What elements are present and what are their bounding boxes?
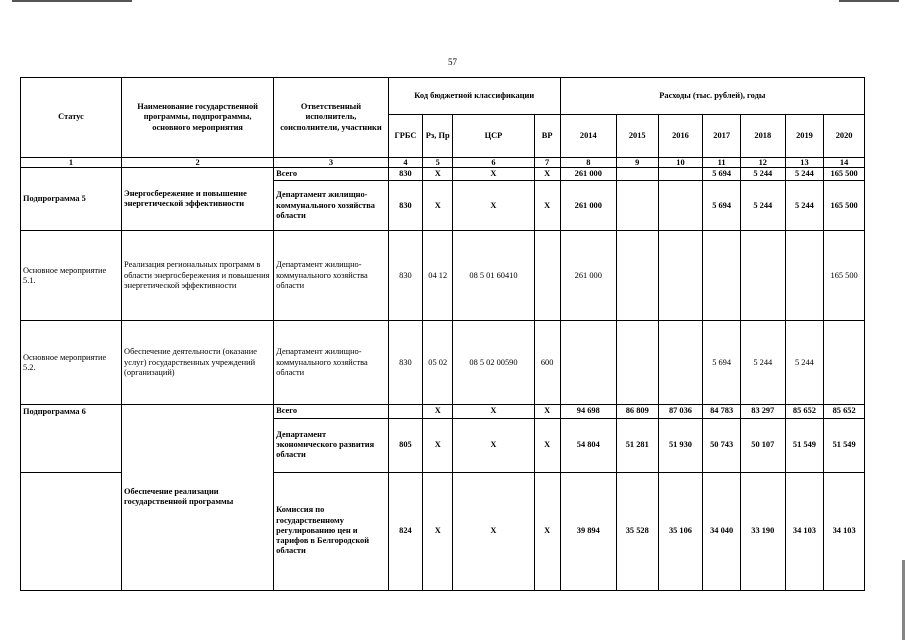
- cell-2020: 51 549: [824, 418, 865, 472]
- cell-2020: 165 500: [824, 168, 865, 181]
- header-grbs: ГРБС: [388, 115, 422, 158]
- header-responsible: Ответственный исполнитель, соисполнители, участники: [274, 78, 389, 158]
- row-responsible: Департамент экономического развития области: [274, 418, 389, 472]
- row-name: Обеспечение деятельности (оказание услуг) государственных учреждений (организаций): [122, 321, 274, 405]
- header-year: 2017: [703, 115, 741, 158]
- header-vr: ВР: [534, 115, 560, 158]
- cell-2016: 87 036: [658, 405, 703, 418]
- cell-rz-pr: Х: [423, 168, 453, 181]
- cell-2019: 34 103: [785, 472, 824, 590]
- row-status: Основное мероприятие 5.2.: [21, 321, 122, 405]
- row-responsible: Всего: [274, 168, 389, 181]
- cell-2018: 5 244: [740, 181, 785, 231]
- cell-csr: 08 5 02 00590: [453, 321, 534, 405]
- table-row: [21, 405, 865, 418]
- row-responsible: Департамент жилищно-коммунального хозяйства области: [274, 231, 389, 321]
- cell-2014: 94 698: [560, 405, 616, 418]
- budget-table: [20, 77, 865, 591]
- column-number: 7: [534, 158, 560, 168]
- table-row: [21, 231, 865, 321]
- cell-csr: Х: [453, 472, 534, 590]
- row-responsible: Департамент жилищно-коммунального хозяйства области: [274, 321, 389, 405]
- cell-grbs: 830: [388, 168, 422, 181]
- cell-2016: [658, 321, 703, 405]
- column-number: 4: [388, 158, 422, 168]
- column-number: 8: [560, 158, 616, 168]
- cell-2019: 51 549: [785, 418, 824, 472]
- cell-2018: 83 297: [740, 405, 785, 418]
- cell-2019: 5 244: [785, 321, 824, 405]
- cell-vr: Х: [534, 405, 560, 418]
- column-number: 5: [423, 158, 453, 168]
- cell-rz-pr: Х: [423, 405, 453, 418]
- column-number: 14: [824, 158, 865, 168]
- header-name: Наименование государственной программы, подпрограммы, основного мероприятия: [122, 78, 274, 158]
- table-row: [21, 321, 865, 405]
- cell-grbs: 830: [388, 321, 422, 405]
- cell-grbs: 830: [388, 181, 422, 231]
- cell-2019: 5 244: [785, 168, 824, 181]
- cell-grbs: 824: [388, 472, 422, 590]
- cell-2014: [560, 321, 616, 405]
- cell-2017: [703, 231, 741, 321]
- cell-2016: [658, 168, 703, 181]
- cell-2016: 51 930: [658, 418, 703, 472]
- row-status: Основное мероприятие 5.1.: [21, 231, 122, 321]
- cell-csr: Х: [453, 168, 534, 181]
- header-year: 2018: [740, 115, 785, 158]
- cell-vr: 600: [534, 321, 560, 405]
- header-year: 2016: [658, 115, 703, 158]
- cell-2016: [658, 231, 703, 321]
- table-row: [21, 168, 865, 181]
- cell-csr: Х: [453, 405, 534, 418]
- header-year: 2014: [560, 115, 616, 158]
- column-number: 9: [616, 158, 658, 168]
- column-number: 2: [122, 158, 274, 168]
- cell-vr: Х: [534, 418, 560, 472]
- header-status: Статус: [21, 78, 122, 158]
- cell-2020: 34 103: [824, 472, 865, 590]
- cell-2019: 85 652: [785, 405, 824, 418]
- cell-2018: 5 244: [740, 168, 785, 181]
- cell-rz-pr: Х: [423, 181, 453, 231]
- row-status-continued: [21, 418, 122, 472]
- header-year: 2019: [785, 115, 824, 158]
- cell-2017: 5 694: [703, 168, 741, 181]
- scan-edge-top-left: [12, 0, 132, 2]
- page-number: 57: [448, 57, 457, 67]
- cell-2019: [785, 231, 824, 321]
- cell-2014: 261 000: [560, 168, 616, 181]
- row-responsible: Всего: [274, 405, 389, 418]
- cell-2020: [824, 321, 865, 405]
- cell-csr: 08 5 01 60410: [453, 231, 534, 321]
- cell-vr: Х: [534, 472, 560, 590]
- cell-csr: Х: [453, 418, 534, 472]
- header-rz-pr: Рз, Пр: [423, 115, 453, 158]
- row-name: Энергосбережение и повышение энергетической эффективности: [122, 168, 274, 231]
- cell-2018: 5 244: [740, 321, 785, 405]
- cell-2017: 5 694: [703, 181, 741, 231]
- cell-2019: 5 244: [785, 181, 824, 231]
- row-responsible: Комиссия по государственному регулированию цен и тарифов в Белгородской области: [274, 472, 389, 590]
- cell-2018: [740, 231, 785, 321]
- cell-2014: 261 000: [560, 181, 616, 231]
- cell-vr: [534, 231, 560, 321]
- row-status: Подпрограмма 5: [21, 168, 122, 231]
- cell-2018: 33 190: [740, 472, 785, 590]
- cell-rz-pr: 04 12: [423, 231, 453, 321]
- cell-2015: 51 281: [616, 418, 658, 472]
- cell-rz-pr: 05 02: [423, 321, 453, 405]
- cell-2017: 84 783: [703, 405, 741, 418]
- scan-edge-top-right: [839, 0, 899, 2]
- column-number: 11: [703, 158, 741, 168]
- header-row-top: [21, 78, 865, 115]
- row-name: Реализация региональных программ в области энергосбережения и повышения энергетической эффективности: [122, 231, 274, 321]
- cell-vr: Х: [534, 181, 560, 231]
- cell-2016: [658, 181, 703, 231]
- cell-2020: 165 500: [824, 231, 865, 321]
- cell-2015: [616, 168, 658, 181]
- cell-csr: Х: [453, 181, 534, 231]
- cell-2014: 261 000: [560, 231, 616, 321]
- header-year: 2020: [824, 115, 865, 158]
- row-name: Обеспечение реализации государственной программы: [122, 405, 274, 590]
- cell-2015: [616, 321, 658, 405]
- column-number: 1: [21, 158, 122, 168]
- header-year: 2015: [616, 115, 658, 158]
- cell-grbs: [388, 405, 422, 418]
- column-number: 12: [740, 158, 785, 168]
- column-number: 3: [274, 158, 389, 168]
- row-responsible: Департамент жилищно-коммунального хозяйства области: [274, 181, 389, 231]
- cell-2016: 35 106: [658, 472, 703, 590]
- header-csr: ЦСР: [453, 115, 534, 158]
- column-number: 10: [658, 158, 703, 168]
- cell-grbs: 830: [388, 231, 422, 321]
- cell-rz-pr: Х: [423, 418, 453, 472]
- cell-2014: 39 894: [560, 472, 616, 590]
- header-expenses: Расходы (тыс. рублей), годы: [560, 78, 864, 115]
- cell-2014: 54 804: [560, 418, 616, 472]
- row-status: Подпрограмма 6: [21, 405, 122, 418]
- cell-2017: 50 743: [703, 418, 741, 472]
- column-number: 6: [453, 158, 534, 168]
- column-number: 13: [785, 158, 824, 168]
- cell-2018: 50 107: [740, 418, 785, 472]
- row-status-continued: [21, 472, 122, 590]
- cell-2020: 165 500: [824, 181, 865, 231]
- cell-2015: [616, 231, 658, 321]
- cell-vr: Х: [534, 168, 560, 181]
- column-number-row: [21, 158, 865, 168]
- cell-2020: 85 652: [824, 405, 865, 418]
- cell-2015: [616, 181, 658, 231]
- header-budget-code: Код бюджетной классификации: [388, 78, 560, 115]
- cell-2017: 5 694: [703, 321, 741, 405]
- cell-2015: 35 528: [616, 472, 658, 590]
- cell-2017: 34 040: [703, 472, 741, 590]
- cell-2015: 86 809: [616, 405, 658, 418]
- cell-grbs: 805: [388, 418, 422, 472]
- cell-rz-pr: Х: [423, 472, 453, 590]
